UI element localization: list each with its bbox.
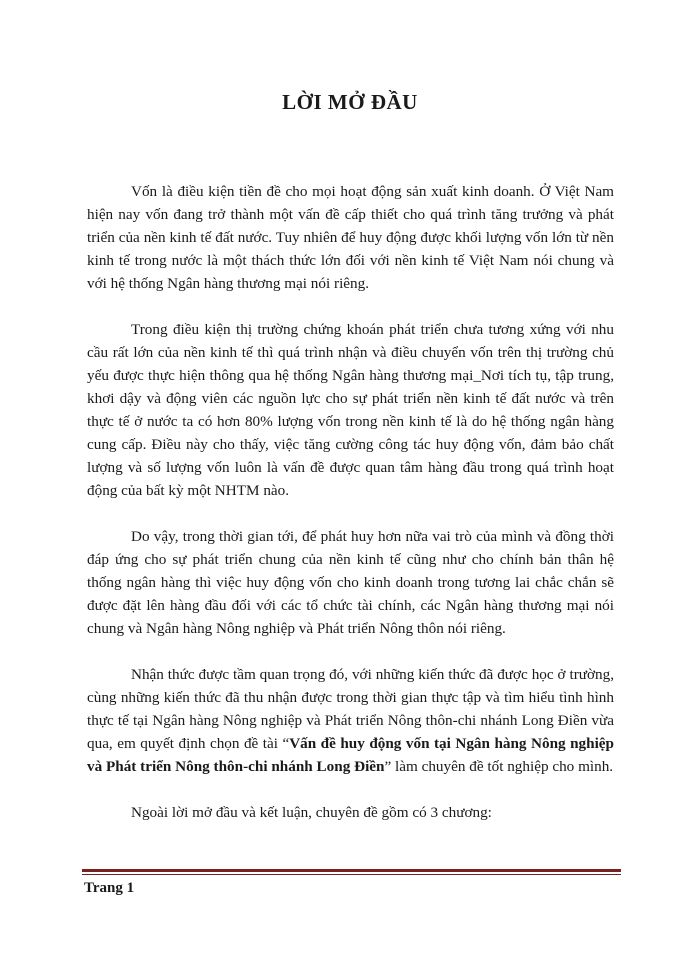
paragraph-5: Ngoài lời mở đầu và kết luận, chuyên đề gồm có 3 chương: [131, 804, 492, 821]
document-body [87, 180, 614, 847]
paragraph-4 [87, 663, 614, 778]
page-number: Trang 1 [84, 880, 135, 896]
paragraph-4-intro: Nhận thức được tầm quan trọng đó, với những kiến thức đã được học ở trường, cùng những kiến thức đã thu nhận được trong thời gian thực tập và tìm hiểu tình hình thực tế tại Ngân hàng Nông nghiệp và Phát triển Nông thôn-chi nhánh Long Điền vừa qua, em quyết định chọn đề tài “ [87, 666, 614, 752]
footer-rule-thick [82, 869, 621, 872]
footer-rule-thin [82, 874, 621, 875]
thesis-topic: Vấn đề huy động vốn tại Ngân hàng Nông nghiệp và Phát triển Nông thôn-chi nhánh Long Điền [87, 735, 614, 775]
page-title: LỜI MỞ ĐẦU [282, 90, 418, 114]
paragraph-1: Vốn là điều kiện tiền đề cho mọi hoạt động sản xuất kinh doanh. Ở Việt Nam hiện nay vốn đang trở thành một vấn đề cấp thiết cho quá trình tăng trưởng và phát triển của nền kinh tế đất nước. Tuy nhiên để huy động được khối lượng vốn lớn từ nền kinh tế trong nước là một thách thức lớn đối với nền kinh tế Việt Nam nói chung và với hệ thống Ngân hàng thương mại nói riêng. [87, 183, 614, 292]
paragraph-4-outro: ” làm chuyên đề tốt nghiệp cho mình. [384, 758, 614, 775]
paragraph-3: Do vậy, trong thời gian tới, để phát huy hơn nữa vai trò của mình và đồng thời đáp ứng cho sự phát triển chung của nền kinh tế cũng như cho chính bản thân hệ thống ngân hàng thì việc huy động vốn cho kinh doanh trong tương lai chắc chắn sẽ được đặt lên hàng đầu đối với các tổ chức tài chính, các Ngân hàng thương mại nói chung và Ngân hàng Nông nghiệp và Phát triển Nông thôn nói riêng. [87, 528, 614, 637]
paragraph-2: Trong điều kiện thị trường chứng khoán phát triển chưa tương xứng với nhu cầu rất lớn của nền kinh tế thì quá trình nhận và điều chuyển vốn trên thị trường chủ yếu được thực hiện thông qua hệ thống Ngân hàng thương mại_Nơi tích tụ, tập trung, khơi dậy và động viên các nguồn lực cho sự phát triển nền kinh tế đất nước và trên thực tế ở nước ta có hơn 80% lượng vốn trong nền kinh tế là do hệ thống ngân hàng cung cấp. Điều này cho thấy, việc tăng cường công tác huy động vốn, đảm bảo chất lượng và số lượng vốn luôn là vấn đề được quan tâm hàng đầu trong quá trình hoạt động của bất kỳ một NHTM nào. [87, 321, 614, 499]
